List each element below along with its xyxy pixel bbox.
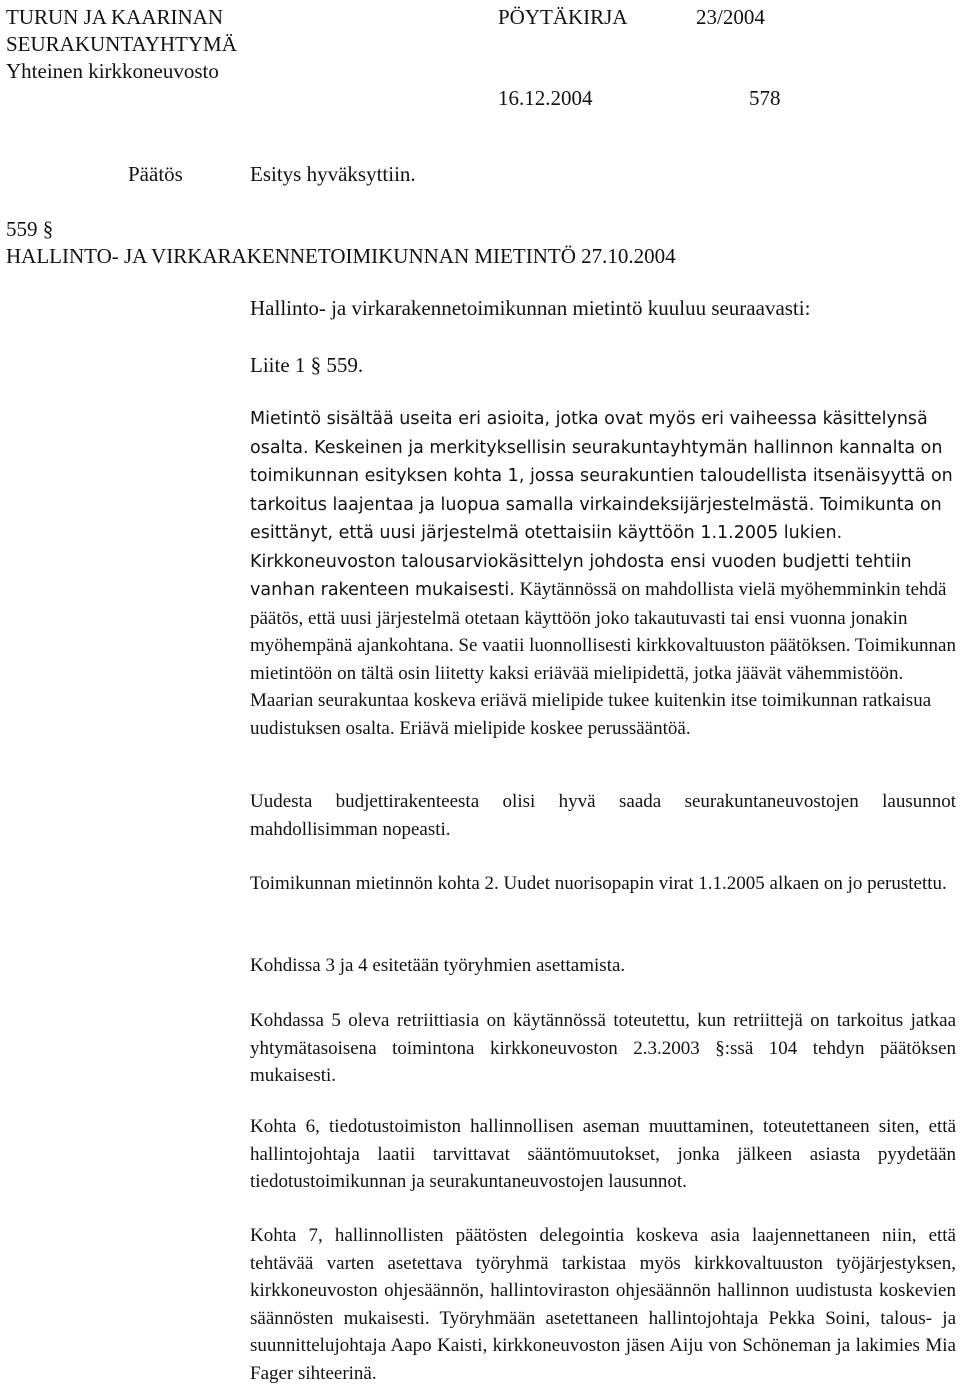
org-name-line3: Yhteinen kirkkoneuvosto — [6, 59, 219, 83]
paragraph-main-part1: Mietintö sisältää useita eri asioita, jotka ovat myös eri vaiheessa käsittelynsä osalta. Keskeinen ja merkityksellisin seurakuntayhtymän hallinnon kannalta on toimikunnan esityksen kohta 1, jossa seurakuntien taloudellista itsenäisyyttä on tarkoitus laajentaa ja luopua samalla virkaindeksijärjestelmästä. Toimikunta on esittänyt, että uusi järjestelmä otettaisiin käyttöön 1.1.2005 lukien. Kirkkoneuvoston talousarviokäsittelyn johdosta ensi vuoden budjetti tehtiin vanhan rakenteen mukaisesti. — [250, 409, 953, 600]
paragraph-attachment: Liite 1 § 559. — [250, 353, 364, 377]
org-name-line2: SEURAKUNTAYHTYMÄ — [6, 32, 237, 56]
paragraph-items3-4: Kohdissa 3 ja 4 esitetään työryhmien asettamista. — [250, 955, 626, 976]
item-title: HALLINTO- JA VIRKARAKENNETOIMIKUNNAN MIETINTÖ 27.10.2004 — [6, 244, 676, 268]
paragraph-item6: Kohta 6, tiedotustoimiston hallinnollisen aseman muuttaminen, toteutettaneen siten, että hallintojohtaja laatii tarvittavat sääntömuutokset, jonka jälkeen asiasta pyydetään tiedotustoimikunnan ja seurakuntaneuvostojen lausunnot. — [250, 1116, 956, 1192]
page-number: 578 — [749, 86, 781, 110]
item-number: 559 § — [6, 217, 54, 241]
decision-label: Päätös — [128, 162, 183, 186]
paragraph-intro: Hallinto- ja virkarakennetoimikunnan mietintö kuuluu seuraavasti: — [250, 296, 811, 320]
paragraph-budget: Uudesta budjettirakenteesta olisi hyvä saada seurakuntaneuvostojen lausunnot mahdollisimman nopeasti. — [250, 791, 956, 840]
paragraph-main-part2: Käytännössä on mahdollista vielä myöhemminkin tehdä päätös, että uusi järjestelmä otetaan käyttöön joko takautuvasti tai ensi vuonna jonakin myöhempänä ajankohtana. Se vaatii luonnollisesti kirkkovaltuuston päätöksen. Toimikunnan mietintöön on tältä osin liitetty kaksi eriävää mielipidettä, jotka jäävät vähemmistöön. Maarian seurakuntaa koskeva eriävä mielipide tukee kuitenkin itse toimikunnan ratkaisua uudistuksen osalta. Eriävä mielipide koskee perussääntöä. — [250, 579, 956, 739]
document-number: 23/2004 — [696, 5, 765, 29]
paragraph-item7: Kohta 7, hallinnollisten päätösten delegointia koskeva asia laajennettaneen niin, että tehtävää varten asetettava työryhmä tarkistaa myös kirkkovaltuuston työjärjestyksen, kirkkoneuvoston ohjesäännön, hallintoviraston ohjesäännön hallinnon uudistusta koskevien säännösten mukaisesti. Työryhmään asetettaneen hallintojohtaja Pekka Soini, talous- ja suunnittelujohtaja Aapo Kaisti, kirkkoneuvoston jäsen Aiju von Schöneman ja lakimies Mia Fager sihteerinä. — [250, 1225, 956, 1384]
org-name-line1: TURUN JA KAARINAN — [6, 5, 224, 29]
document-type: PÖYTÄKIRJA — [498, 5, 628, 29]
document-date: 16.12.2004 — [498, 86, 593, 110]
paragraph-item5: Kohdassa 5 oleva retriittiasia on käytännössä toteutettu, kun retriittejä on tarkoitus jatkaa yhtymätasoisena toimintona kirkkoneuvoston 2.3.2003 §:ssä 104 tehdyn päätöksen mukaisesti. — [250, 1010, 956, 1086]
decision-text: Esitys hyväksyttiin. — [250, 162, 416, 186]
paragraph-item2: Toimikunnan mietinnön kohta 2. Uudet nuorisopapin virat 1.1.2005 alkaen on jo perustettu. — [250, 873, 947, 894]
